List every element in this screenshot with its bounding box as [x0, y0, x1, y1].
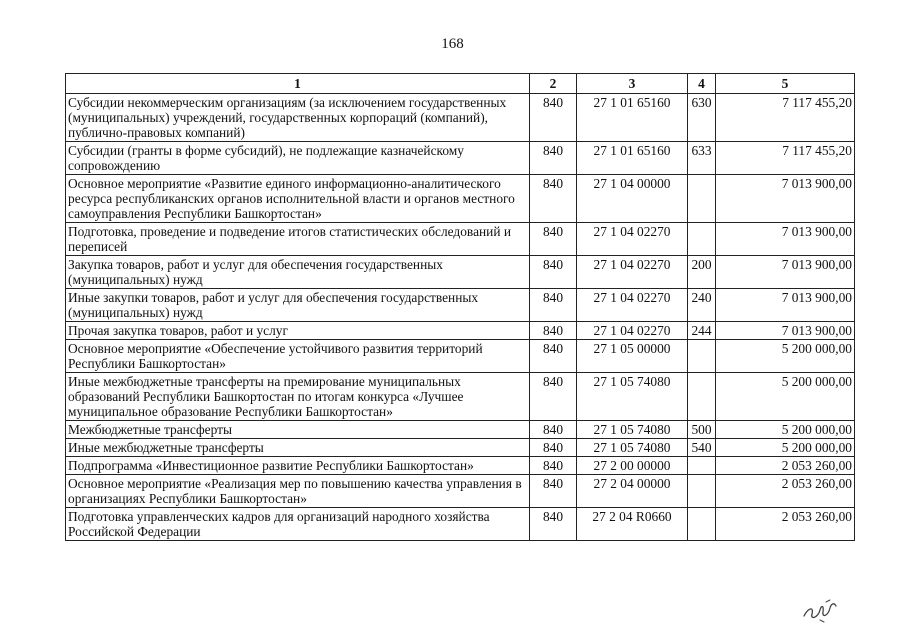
table-row — [66, 223, 855, 256]
row-expense-type: 200 — [688, 256, 716, 289]
row-expense-type: 500 — [688, 421, 716, 439]
row-description: Иные закупки товаров, работ и услуг для обеспечения государственных (муниципальных) нужд — [66, 289, 530, 322]
row-ministry-code: 840 — [530, 142, 577, 175]
table-row — [66, 421, 855, 439]
table-row — [66, 142, 855, 175]
budget-table — [65, 73, 855, 541]
row-expense-type: 633 — [688, 142, 716, 175]
table-row — [66, 457, 855, 475]
row-amount: 7 013 900,00 — [716, 256, 855, 289]
row-target-code: 27 2 04 R0660 — [577, 508, 688, 541]
row-description: Иные межбюджетные трансферты на премирование муниципальных образований Республики Башкортостан по итогам конкурса «Лучшее муниципальное образование Республики Башкортостан» — [66, 373, 530, 421]
table-row — [66, 94, 855, 142]
row-target-code: 27 1 04 02270 — [577, 289, 688, 322]
row-description: Основное мероприятие «Развитие единого информационно-аналитического ресурса республиканских органов исполнительной власти и органов местного самоуправления Республики Башкортостан» — [66, 175, 530, 223]
table-row — [66, 475, 855, 508]
header-row — [66, 74, 855, 94]
row-description: Субсидии (гранты в форме субсидий), не подлежащие казначейскому сопровождению — [66, 142, 530, 175]
table-row — [66, 439, 855, 457]
row-ministry-code: 840 — [530, 340, 577, 373]
page-number: 168 — [441, 36, 464, 52]
row-ministry-code: 840 — [530, 256, 577, 289]
row-target-code: 27 2 00 00000 — [577, 457, 688, 475]
header-col-4: 4 — [688, 74, 716, 94]
row-expense-type: 540 — [688, 439, 716, 457]
row-description: Иные межбюджетные трансферты — [66, 439, 530, 457]
table-row — [66, 340, 855, 373]
row-description: Прочая закупка товаров, работ и услуг — [66, 322, 530, 340]
row-amount: 7 013 900,00 — [716, 223, 855, 256]
row-target-code: 27 1 04 00000 — [577, 175, 688, 223]
header-col-2: 2 — [530, 74, 577, 94]
row-description: Основное мероприятие «Обеспечение устойчивого развития территорий Республики Башкортостан» — [66, 340, 530, 373]
table-row — [66, 508, 855, 541]
row-target-code: 27 2 04 00000 — [577, 475, 688, 508]
row-expense-type — [688, 373, 716, 421]
row-amount: 2 053 260,00 — [716, 475, 855, 508]
row-expense-type — [688, 508, 716, 541]
row-description: Основное мероприятие «Реализация мер по повышению качества управления в организациях Республики Башкортостан» — [66, 475, 530, 508]
header-col-5: 5 — [716, 74, 855, 94]
row-amount: 5 200 000,00 — [716, 439, 855, 457]
row-amount: 2 053 260,00 — [716, 457, 855, 475]
row-description: Подготовка управленческих кадров для организаций народного хозяйства Российской Федерации — [66, 508, 530, 541]
row-ministry-code: 840 — [530, 421, 577, 439]
row-target-code: 27 1 01 65160 — [577, 142, 688, 175]
row-ministry-code: 840 — [530, 475, 577, 508]
row-description: Закупка товаров, работ и услуг для обеспечения государственных (муниципальных) нужд — [66, 256, 530, 289]
row-expense-type — [688, 340, 716, 373]
header-col-3: 3 — [577, 74, 688, 94]
row-target-code: 27 1 01 65160 — [577, 94, 688, 142]
row-ministry-code: 840 — [530, 223, 577, 256]
row-target-code: 27 1 05 74080 — [577, 421, 688, 439]
row-ministry-code: 840 — [530, 175, 577, 223]
row-amount: 5 200 000,00 — [716, 373, 855, 421]
row-target-code: 27 1 04 02270 — [577, 256, 688, 289]
row-description: Подпрограмма «Инвестиционное развитие Республики Башкортостан» — [66, 457, 530, 475]
row-amount: 7 013 900,00 — [716, 289, 855, 322]
row-target-code: 27 1 05 74080 — [577, 373, 688, 421]
table-row — [66, 322, 855, 340]
row-ministry-code: 840 — [530, 457, 577, 475]
row-description: Межбюджетные трансферты — [66, 421, 530, 439]
row-expense-type — [688, 457, 716, 475]
header-col-1: 1 — [66, 74, 530, 94]
row-target-code: 27 1 04 02270 — [577, 223, 688, 256]
row-amount: 7 013 900,00 — [716, 175, 855, 223]
table-row — [66, 289, 855, 322]
row-target-code: 27 1 05 74080 — [577, 439, 688, 457]
row-ministry-code: 840 — [530, 508, 577, 541]
table-row — [66, 175, 855, 223]
row-expense-type: 244 — [688, 322, 716, 340]
row-ministry-code: 840 — [530, 289, 577, 322]
row-amount: 7 117 455,20 — [716, 94, 855, 142]
row-amount: 5 200 000,00 — [716, 340, 855, 373]
table-row — [66, 373, 855, 421]
row-amount: 7 013 900,00 — [716, 322, 855, 340]
row-expense-type: 630 — [688, 94, 716, 142]
row-description: Субсидии некоммерческим организациям (за исключением государственных (муниципальных) учреждений, государственных корпораций (компаний), публично-правовых компаний) — [66, 94, 530, 142]
table-row — [66, 256, 855, 289]
row-amount: 5 200 000,00 — [716, 421, 855, 439]
row-ministry-code: 840 — [530, 94, 577, 142]
row-amount: 7 117 455,20 — [716, 142, 855, 175]
handwritten-signature — [800, 598, 842, 624]
row-expense-type — [688, 475, 716, 508]
row-description: Подготовка, проведение и подведение итогов статистических обследований и переписей — [66, 223, 530, 256]
row-expense-type — [688, 223, 716, 256]
row-expense-type — [688, 175, 716, 223]
row-ministry-code: 840 — [530, 439, 577, 457]
row-target-code: 27 1 04 02270 — [577, 322, 688, 340]
row-ministry-code: 840 — [530, 373, 577, 421]
row-amount: 2 053 260,00 — [716, 508, 855, 541]
row-target-code: 27 1 05 00000 — [577, 340, 688, 373]
row-ministry-code: 840 — [530, 322, 577, 340]
row-expense-type: 240 — [688, 289, 716, 322]
